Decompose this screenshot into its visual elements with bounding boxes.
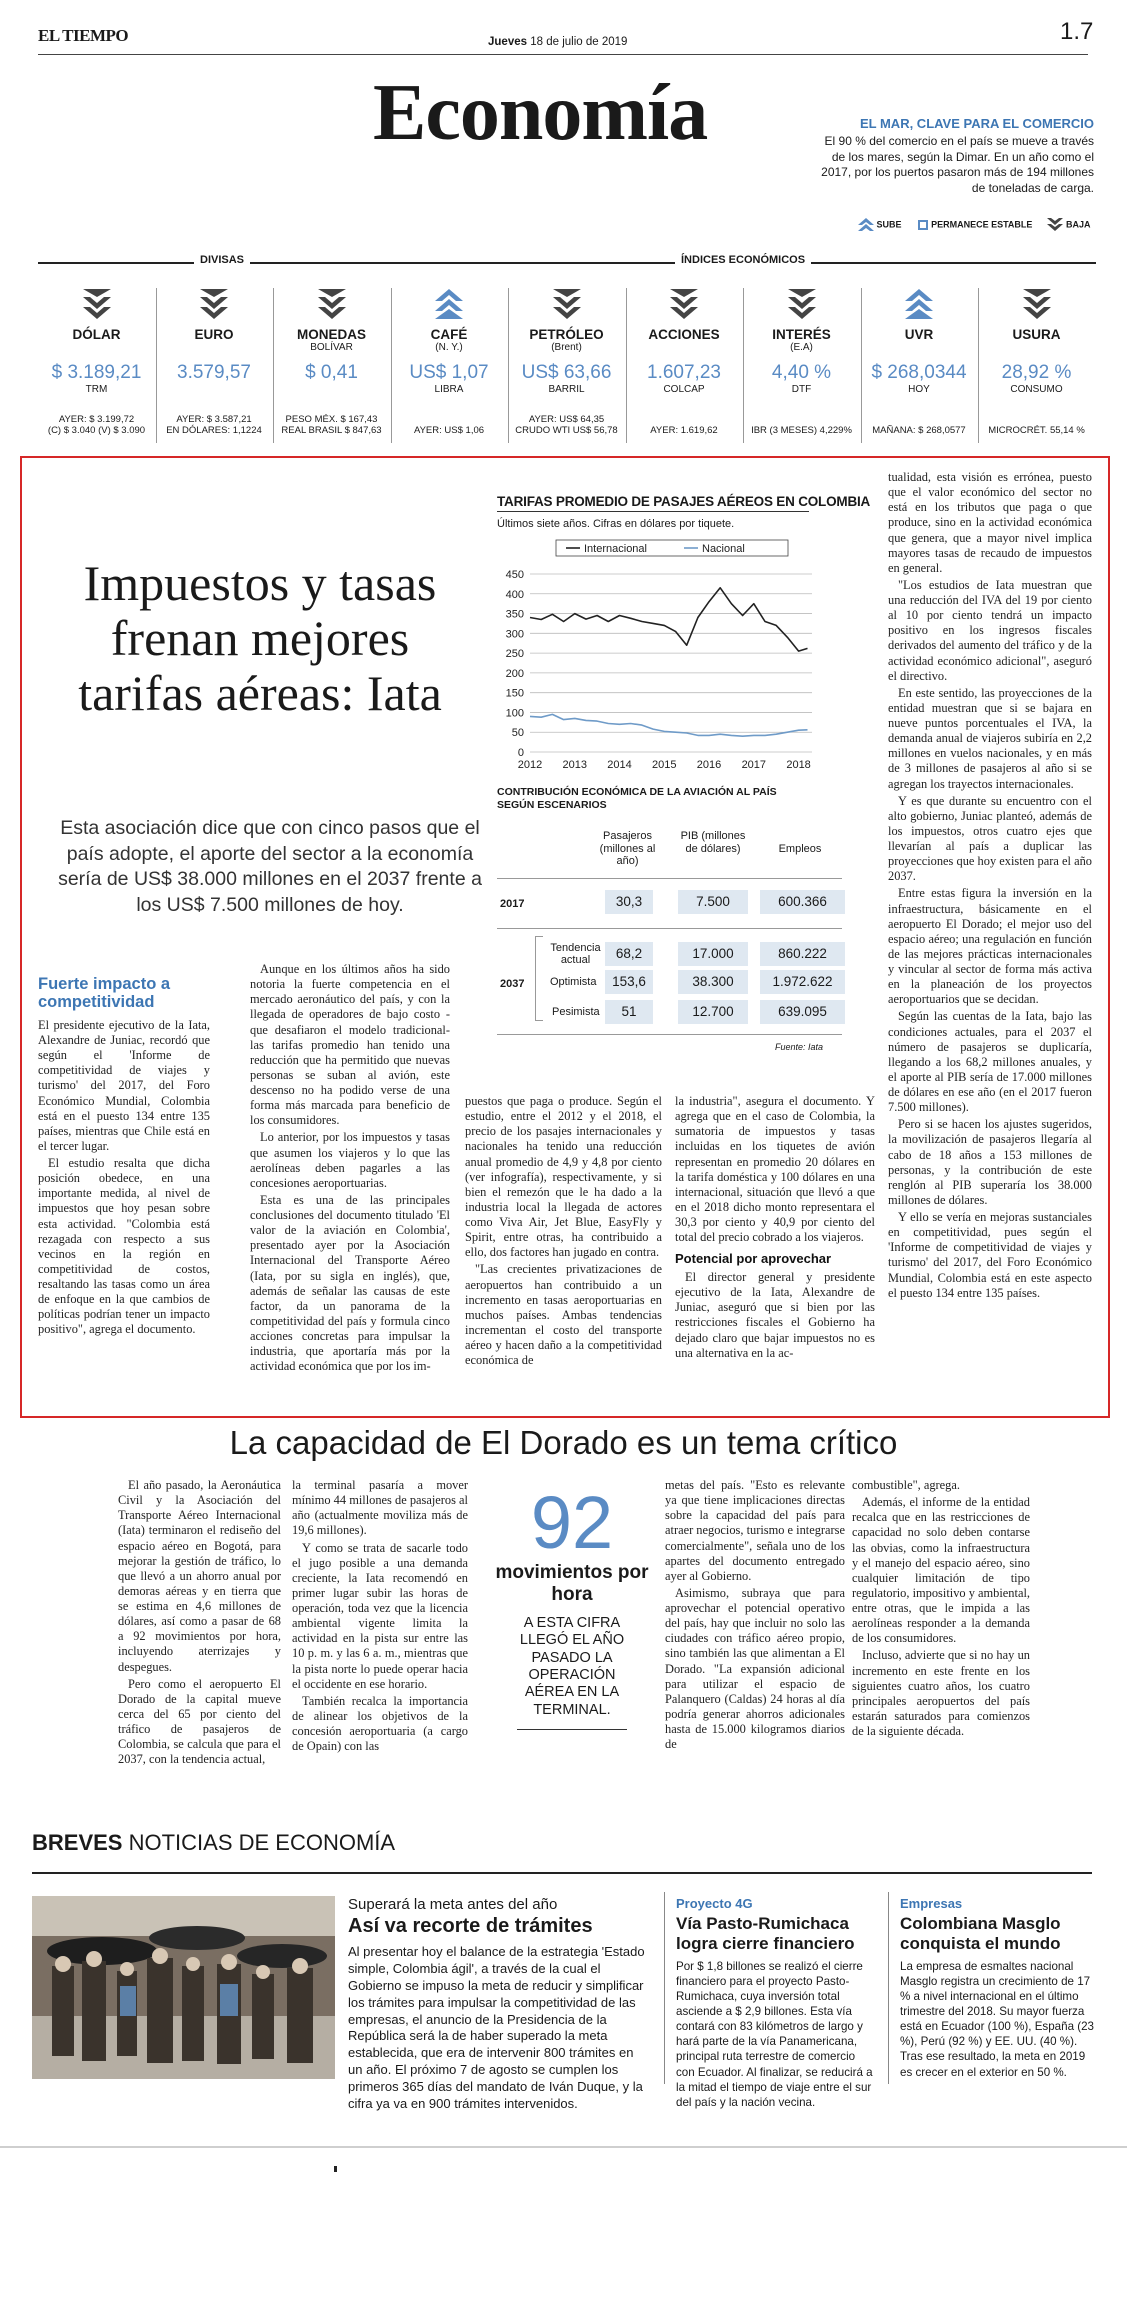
- cell-pasajeros-tendencia: 68,2: [615, 946, 643, 961]
- row-label-pesimista: Pesimista: [552, 1006, 600, 1018]
- breve-2-text: Por $ 1,8 billones se realizó el cierre financiero para el proyecto Pasto-Rumichaca, cuya inversión total asciende a $ 2,9 billones. Esta vía contará con 83 kilómetros de largo y hará parte de la vía Panamericana, principal ruta terrestre de comercio con Ecuador. Al finalizar, se reducirá a la mitad el tiempo de viaje entre el sur del país y la nación vecina.: [676, 1960, 873, 2109]
- down-trend-icon: [788, 289, 816, 319]
- section-title: Economía: [373, 69, 708, 157]
- dorado-paragraph: metas del país. "Esto es relevante ya que tiene implicaciones directas sobre la capacidad del país para atraer negocios, turismo e integrarse comercialmente", señala uno de los apartes del documento entregado ayer al Gobierno.: [665, 1478, 845, 1583]
- y-tick-label: 150: [505, 687, 524, 700]
- series-line-internacional: [530, 588, 808, 651]
- index-sub: [861, 342, 978, 354]
- article-paragraph: En este sentido, las proyecciones de la entidad muestran que si se bajara en nueve puntos porcentuales el IVA, la demanda anual de viajeros subiría en 2,2 millones en vuelos nacionales, y en más de 3 millones de pasajeros al año si se agregan los trayectos internacionales.: [888, 685, 1092, 791]
- index-sub: (E.A): [790, 342, 813, 353]
- stable-square-icon: [917, 219, 929, 231]
- x-tick-label: 2013: [562, 759, 588, 771]
- article-paragraph: Esta es una de las principales conclusiones del documento titulado 'El valor de la aviación en Colombia', presentado ayer por la Asociación Internacional del Transporte Aéreo (Iata, por su sigla en inglés), que, además de señalar las causas de este factor, da un panorama de la competitividad del país y formula cinco acciones concretas para impulsar la industria, que aportaría más por la actividad económica que por los im-: [250, 1192, 450, 1374]
- fare-line-chart: [492, 534, 832, 774]
- breve-1-title: Así va recorte de trámites: [348, 1915, 593, 1937]
- index-sub: (Brent): [551, 342, 582, 353]
- issue-date: [488, 36, 627, 48]
- article-col-3: [465, 1094, 662, 1370]
- index-footnote: [38, 415, 155, 437]
- scan-mark: [334, 2166, 337, 2172]
- index-dolar: [38, 285, 155, 445]
- index-footnote-line: AYER: US$ 1,06: [413, 425, 485, 437]
- y-tick-label: 200: [505, 667, 524, 680]
- cell-pasajeros-optimista: 153,6: [612, 974, 646, 989]
- article-col-4: [675, 1094, 875, 1363]
- down-trend-icon: [1023, 289, 1051, 319]
- index-footnote-line: AYER: $ 3.199,72: [58, 414, 135, 426]
- dorado-paragraph: combustible", agrega.: [852, 1478, 960, 1492]
- divisas-label: DIVISAS: [194, 254, 250, 266]
- index-euro: [156, 285, 273, 445]
- table-title: CONTRIBUCIÓN ECONÓMICA DE LA AVIACIÓN AL PAÍS SEGÚN ESCENARIOS: [497, 786, 777, 811]
- article-paragraph: Lo anterior, por los impuestos y tasas que asumen los viajeros y lo que las aerolíneas deben pagarles a las concesiones aeroportuarias.: [250, 1130, 450, 1190]
- dorado-paragraph: Además, el informe de la entidad recalca que en las restricciones de capacidad no solo deben contarse las obvias, como la infraestructura y el manejo del espacio aéreo, sino cualquier limitación de tipo regulatorio, impositivo y ambiental, entre otras, que le impida a las aerolíneas responder a la demanda de los consumidores.: [852, 1495, 1030, 1646]
- masthead: EL TIEMPO: [38, 26, 129, 45]
- index-value: 4,40 %: [771, 362, 832, 383]
- row-year-2017: 2017: [500, 898, 525, 910]
- down-arrow-icon: [1047, 218, 1063, 232]
- article-paragraph: Pero si se hacen los ajustes sugeridos, la movilización de pasajeros llegaría al cabo de 18 años a 153 millones de personas, y la contribución de este renglón al PIB superaría los 38.000 millones de dólares.: [888, 1117, 1092, 1207]
- article-col-1: [38, 975, 210, 1340]
- series-line-nacional: [530, 714, 808, 736]
- index-unit: CONSUMO: [1010, 384, 1063, 395]
- index-unit: DTF: [791, 384, 812, 395]
- legend-down-label: BAJA: [1065, 219, 1091, 230]
- dorado-paragraph: Incluso, advierte que si no hay un incremento en este frente en los siguientes cuatro años, los cuatro principales aeropuertos del país estarán saturados para comienzos de la siguiente década.: [852, 1648, 1030, 1738]
- chart-title-rule: [497, 511, 809, 512]
- x-tick-label: 2017: [741, 759, 767, 771]
- down-trend-icon: [318, 289, 346, 319]
- article-col-2: [250, 962, 450, 1376]
- breves-label-bold: BREVES: [32, 1830, 123, 1855]
- index-footnote: [391, 426, 508, 437]
- dorado-pull-quote: [488, 1481, 656, 1730]
- breves-header: [32, 1830, 395, 1856]
- row-label-tendencia: Tendencia actual: [550, 942, 601, 967]
- quote-text: A ESTA CIFRA LLEGÓ EL AÑO PASADO LA OPERACIÓN AÉREA EN LA TERMINAL.: [519, 1614, 625, 1718]
- quote-rule: [517, 1729, 627, 1730]
- y-tick-label: 50: [511, 727, 524, 740]
- row-label-optimista: Optimista: [550, 976, 597, 988]
- index-footnote-line: IBR (3 MESES) 4,229%: [751, 425, 852, 437]
- index-value: 1.607,23: [647, 362, 721, 383]
- breves-label-rest: NOTICIAS DE ECONOMÍA: [128, 1830, 396, 1855]
- index-separator: [508, 288, 509, 443]
- breve-1: [348, 1896, 648, 2113]
- breve-3-text: La empresa de esmaltes nacional Masglo registra un crecimiento de 17 % a nivel internacional en el último trimestre del 2018. Su mayor fuerza está en Ecuador (100 %), España (23 %), Perú (92 %) y EE. UU. (40 %). Tras ese resultado, la meta en 2019 es crecer en el exterior en 50 %.: [900, 1960, 1094, 2079]
- index-footnote-line: AYER: $ 3.587,21: [176, 414, 252, 426]
- index-separator: [391, 288, 392, 443]
- index-name: ACCIONES: [648, 327, 720, 342]
- cell-pib-tendencia: 17.000: [692, 946, 734, 961]
- index-petroleo: [508, 285, 625, 445]
- index-acciones: [626, 285, 743, 445]
- index-sub: BOLÍVAR: [310, 342, 353, 353]
- quote-label: movimientos por hora: [495, 1562, 649, 1605]
- sidebox-text: El 90 % del comercio en el país se mueve a través de los mares, según la Dimar. En un año como el 2017, por los puertos pasaron más de 194 millones de toneladas de carga.: [821, 134, 1094, 195]
- index-interes: [743, 285, 860, 445]
- index-unit: TRM: [85, 384, 108, 395]
- cell-empleos-pesimista: 639.095: [778, 1004, 827, 1019]
- index-value: 28,92 %: [1001, 362, 1072, 383]
- article-lead: Esta asociación dice que con cinco pasos que el país adopte, el aporte del sector a la economía sería de US$ 38.000 millones en el 2037 frente a los US$ 7.500 millones de hoy.: [58, 817, 482, 917]
- table-bracket: [535, 936, 543, 1021]
- index-unit: HOY: [908, 384, 930, 395]
- scan-edge: [0, 2146, 1127, 2148]
- dorado-col-2: [292, 1478, 468, 1756]
- header-rule: [38, 54, 1088, 55]
- up-trend-icon: [905, 289, 933, 319]
- index-footnote-line: AYER: 1.619,62: [650, 425, 718, 437]
- index-footnote-line: PESO MÉX. $ 167,43: [285, 414, 378, 426]
- breve-1-kicker: Superará la meta antes del año: [348, 1896, 558, 1913]
- y-tick-label: 400: [505, 588, 524, 601]
- index-value: $ 3.189,21: [51, 362, 142, 383]
- index-footnote: [861, 426, 978, 437]
- date-day: Jueves: [488, 36, 528, 48]
- date-rest: 18 de julio de 2019: [530, 36, 628, 48]
- cell-empleos-tendencia: 860.222: [778, 946, 827, 961]
- index-value: 3.579,57: [177, 362, 251, 383]
- chart-subtitle: Últimos siete años. Cifras en dólares por tiquete.: [497, 518, 735, 530]
- down-trend-icon: [553, 289, 581, 319]
- index-value: $ 268,0344: [871, 362, 967, 383]
- y-tick-label: 350: [505, 608, 524, 621]
- article-paragraph: Y ello se vería en mejoras sustanciales en competitividad, pues según el 'Informe de competitividad de viajes y turismo' del 2017, del Foro Económico Mundial, Colombia está en este aspecto el puesto 134 entre 135 países.: [888, 1210, 1092, 1300]
- y-tick-label: 300: [505, 628, 524, 641]
- index-unit: COLCAP: [663, 384, 705, 395]
- breve-3-kicker: Empresas: [900, 1896, 963, 1911]
- dorado-paragraph: Pero como el aeropuerto El Dorado de la capital mueve cerca del 65 por ciento del tráfico de pasajeros de Colombia, se calcula que para el 2037, con la tendencia actual,: [118, 1676, 281, 1767]
- dorado-col-1: [118, 1478, 281, 1769]
- breves-divider: [888, 1892, 889, 2084]
- down-trend-icon: [83, 289, 111, 319]
- legend-entry: Nacional: [702, 543, 745, 555]
- index-footnote-line: (C) $ 3.040 (V) $ 3.090: [47, 425, 146, 437]
- x-tick-label: 2014: [607, 759, 632, 771]
- table-rule: [497, 928, 842, 929]
- article-paragraph: "Las crecientes privatizaciones de aeropuertos han contribuido a un incremento en tasas aeroportuarias en muchos países. Ambas tendencias incrementan el costo del transporte aéreo y hacen daño a la competitividad económica de: [465, 1262, 662, 1368]
- index-value: US$ 63,66: [521, 362, 612, 383]
- dorado-paragraph: Y como se trata de sacarle todo el jugo posible a una demanda creciente, la Iata recomendó en primer lugar subir las horas de operación, toda vez que la licencia ambiental vigente limita la actividad en la pista sur entre las 10 p. m. y las 6 a. m., mientras que la pista norte lo puede operar hacia el occidente en ese horario.: [292, 1540, 468, 1691]
- index-value: $ 0,41: [305, 362, 358, 383]
- index-cafe: [391, 285, 508, 445]
- page-number: 1.7: [1060, 18, 1094, 45]
- cell-pib-2017: 7.500: [696, 894, 730, 909]
- x-tick-label: 2012: [517, 759, 543, 771]
- index-value: US$ 1,07: [409, 362, 489, 383]
- table-rule: [497, 878, 842, 879]
- article-paragraph: El estudio resalta que dicha posición obedece, en una importante medida, al nivel de impuestos que hoy pesan sobre esta actividad. "Colombia está rezagada con respecto a sus vecinos en la región en competitividad de costos, resaltando las tasas como un área de enfoque en la que cambios de políticas podrían tener un impacto positivo", agrega el documento.: [38, 1156, 210, 1337]
- index-separator: [156, 288, 157, 443]
- index-unit: BARRIL: [548, 384, 585, 395]
- dorado-headline: La capacidad de El Dorado es un tema crítico: [229, 1424, 898, 1461]
- breves-rule: [32, 1872, 1092, 1874]
- index-footnote: [743, 426, 860, 437]
- index-sub: [156, 342, 273, 354]
- article-col-5: [888, 470, 1092, 1303]
- index-footnote: [626, 426, 743, 437]
- y-tick-label: 250: [505, 648, 524, 661]
- article-subhead: Fuerte impacto a competitividad: [38, 975, 171, 1012]
- dorado-paragraph: la terminal pasaría a mover mínimo 44 millones de pasajeros al año (actualmente moviliza más de 19,6 millones).: [292, 1478, 468, 1538]
- index-usura: [978, 285, 1095, 445]
- legend-stable-label: PERMANECE ESTABLE: [931, 219, 1033, 230]
- index-separator: [626, 288, 627, 443]
- index-separator: [978, 288, 979, 443]
- index-footnote-line: MICROCRÉT. 55,14 %: [988, 425, 1085, 437]
- index-name: USURA: [1012, 327, 1061, 342]
- breves-divider: [664, 1892, 665, 2084]
- y-tick-label: 450: [505, 569, 524, 581]
- article-paragraph: El director general y presidente ejecutivo de la Iata, Alexandre de Juniac, aseguró que si bien por las restricciones fiscales el Gobierno ha dejado claro que bajar impuestos no es una alternativa en la ac-: [675, 1270, 875, 1360]
- article-paragraph: Según las cuentas de la Iata, bajo las condiciones actuales, para el 2037 el número de pasajeros se duplicaría, llegando a los 68,2 millones anuales, y el aporte al PIB sería de 17.000 millones de dólares en ese año (en el 2017 fueron 7.500 millones).: [888, 1009, 1092, 1115]
- breve-2: [676, 1896, 876, 2110]
- index-separator: [273, 288, 274, 443]
- index-unit: LIBRA: [434, 384, 464, 395]
- index-monedas: [273, 285, 390, 445]
- article-subhead-2: Potencial por aprovechar: [675, 1251, 832, 1267]
- dorado-paragraph: Asimismo, subraya que para aprovechar el potencial operativo del país, hay que incluir no solo las ciudades con tráfico aéreo propio, sino también las que alimentan a El Dorado. "La expansión adicional para utilizar el espacio de Palanquero (Caldas) 24 horas al día podría generar ahorros adicionales hasta de 15.000 kilogramos diarios de: [665, 1585, 845, 1752]
- down-trend-icon: [670, 289, 698, 319]
- article-paragraph: El presidente ejecutivo de la Iata, Alexandre de Juniac, recordó que según el 'Informe de competitividad de viajes y turismo' del 2017, del Foro Económico Mundial, Colombia está en el puesto 134 entre 135 países, mientras que Chile está en el tercer lugar.: [38, 1017, 210, 1153]
- cell-pib-optimista: 38.300: [692, 974, 734, 989]
- down-trend-icon: [200, 289, 228, 319]
- cell-empleos-optimista: 1.972.622: [772, 974, 833, 989]
- index-name: CAFÉ: [430, 327, 468, 342]
- article-paragraph: Aunque en los últimos años ha sido notoria la fuerte competencia en el mercado aeronáutico del país, y con la llegada de operadores de bajo costo -que desafiaron el modelo tradicional- las tarifas promedio han tenido una reducción que ha permitido que nuevas personas se suban al avión, este descenso no ha podido verse de una forma más marcada para beneficio de los consumidores.: [250, 962, 450, 1128]
- y-tick-label: 0: [517, 747, 524, 759]
- cell-pasajeros-pesimista: 51: [621, 1004, 637, 1019]
- table-header-empleos: Empleos: [778, 843, 822, 855]
- breve-1-text: Al presentar hoy el balance de la estrategia 'Estado simple, Colombia ágil', a través de la cual el Gobierno se impuso la meta de reducir y simplificar los trámites para impulsar la competitividad de las empresas, el anuncio de la Presidencia de la República será la de haber superado la meta establecida, que era de intervenir 800 trámites en un año. El próximo 7 de agosto se cumplen los primeros 365 días del mandato de Iván Duque, y la cifra ya va en 900 trámites intervenidos.: [348, 1944, 645, 2112]
- index-footnote: [978, 426, 1095, 437]
- dorado-col-4: [852, 1478, 1030, 1741]
- dorado-paragraph: También recalca la importancia de alinear los objetivos de la concesión aeroportuaria (a cargo de Opain) con las: [292, 1693, 468, 1754]
- breve-2-kicker: Proyecto 4G: [676, 1896, 753, 1911]
- index-sub: (N. Y.): [435, 342, 463, 353]
- index-footnote-line: CRUDO WTI US$ 56,78: [515, 425, 618, 437]
- legend-entry: Internacional: [584, 543, 647, 555]
- indices-label: ÍNDICES ECONÓMICOS: [675, 254, 811, 266]
- table-header-pasajeros: Pasajeros (millones al año): [599, 830, 656, 868]
- trend-legend: [858, 218, 1094, 232]
- up-trend-icon: [435, 289, 463, 319]
- sidebox: [814, 116, 1094, 196]
- index-name: INTERÉS: [772, 327, 831, 342]
- x-tick-label: 2018: [786, 759, 811, 771]
- index-name: DÓLAR: [72, 327, 121, 342]
- legend-up-label: SUBE: [876, 219, 902, 230]
- index-footnote-line: REAL BRASIL $ 847,63: [281, 425, 382, 437]
- up-arrow-icon: [858, 218, 874, 232]
- article-paragraph: Y es que durante su encuentro con el alto gobierno, Juniac planteó, además de los impuestos, otros cuatro ejes que llevarían al país a duplicar las proyecciones que hoy existen para el año 2037.: [888, 793, 1092, 884]
- index-name: MONEDAS: [296, 327, 366, 342]
- index-footnote-line: EN DÓLARES: 1,1224: [166, 425, 262, 437]
- quote-number: 92: [530, 1481, 614, 1564]
- cell-pasajeros-2017: 30,3: [615, 894, 643, 909]
- dorado-col-3: [665, 1478, 845, 1754]
- breve-2-title: Vía Pasto-Rumichaca logra cierre financiero: [676, 1914, 855, 1953]
- x-tick-label: 2016: [696, 759, 722, 771]
- index-name: EURO: [194, 327, 234, 342]
- breves-photo: [32, 1896, 335, 2079]
- article-paragraph: Entre estas figura la inversión en la infraestructura, básicamente en el aeropuerto El Dorado; el mejor uso del espacio aéreo; una regulación en función de las mejores prácticas internacionales y vincular al sector de forma más activa en la planeación de los proyectos aeroportuarios que se decidan.: [888, 886, 1092, 1007]
- index-footnote: [156, 415, 273, 437]
- index-name: UVR: [904, 327, 934, 342]
- index-footnote-line: AYER: US$ 64,35: [528, 414, 605, 426]
- index-footnote: [508, 415, 625, 437]
- cell-pib-pesimista: 12.700: [692, 1004, 734, 1019]
- y-tick-label: 100: [505, 707, 524, 720]
- row-year-2037: 2037: [500, 978, 525, 990]
- x-tick-label: 2015: [652, 759, 677, 771]
- table-rule: [497, 1034, 842, 1035]
- article-headline: Impuestos y tasas frenan mejores tarifas aéreas: Iata: [78, 555, 442, 721]
- index-sub: [626, 342, 743, 354]
- index-sub: [38, 342, 155, 354]
- article-paragraph: la industria", asegura el documento. Y agrega que en el caso de Colombia, la sumatoria de impuestos y tasas incluidas en los tiquetes de avión representan en promedio 20 dólares en la tarifa doméstica y 100 dólares en una internacional, situación que llevó a que en el 2018 dicho monto representara el 30,3 por ciento y 40,9 por ciento del total del precio cobrado a los viajeros.: [675, 1094, 875, 1245]
- sidebox-title: EL MAR, CLAVE PARA EL COMERCIO: [859, 116, 1094, 131]
- article-paragraph: puestos que paga o produce. Según el estudio, entre el 2012 y el 2018, el precio de los pasajes internacionales y nacionales ha tenido una reducción anual promedio de 4,9 y 4,8 por ciento (ver infografía), respectivamente, y si bien el remezón que le ha dado a la industria local la llegada de actores como Viva Air, Jet Blue, EasyFly y Spirit, entre otras, ha contribuido a ello, dos factores han jugado en contra.: [465, 1094, 662, 1260]
- table-source: Fuente: Iata: [775, 1042, 824, 1052]
- cell-empleos-2017: 600.366: [778, 894, 827, 909]
- index-footnote-line: MAÑANA: $ 268,0577: [872, 425, 966, 437]
- index-uvr: [861, 285, 978, 445]
- index-separator: [861, 288, 862, 443]
- breve-3: [900, 1896, 1095, 2080]
- article-paragraph: tualidad, esta visión es errónea, puesto que el valor económico del sector no está en los tributos que paga o que produce, sino en la actividad económica que genera, que a mayor nivel implica mayores tasas de recaudo de impuestos en general.: [888, 470, 1092, 575]
- table-header-pib: PIB (millones de dólares): [680, 830, 746, 855]
- index-name: PETRÓLEO: [529, 327, 604, 342]
- breve-3-title: Colombiana Masglo conquista el mundo: [900, 1914, 1061, 1953]
- index-separator: [743, 288, 744, 443]
- dorado-paragraph: El año pasado, la Aeronáutica Civil y la Asociación del Transporte Aéreo Internacional (Iata) terminaron el rediseño del espacio aéreo en Bogotá, para mejorar la gestión de tráfico, lo que llevó a un ahorro anual por demoras aéreas y en tierra que se estima en 4,6 millones de dólares, así como a pasar de 68 a 92 movimientos por hora, incluyendo aterrizajes y despegues.: [118, 1478, 281, 1674]
- index-footnote: [273, 415, 390, 437]
- article-paragraph: "Los estudios de Iata muestran que una reducción del IVA del 19 por ciento al 10 por ciento tendrá un impacto positivo en los ingresos fiscales derivados del aumento del tráfico y de la actividad económico adicional", aseguró el directivo.: [888, 577, 1092, 683]
- index-sub: [978, 342, 1095, 354]
- chart-title: TARIFAS PROMEDIO DE PASAJES AÉREOS EN COLOMBIA: [497, 494, 871, 509]
